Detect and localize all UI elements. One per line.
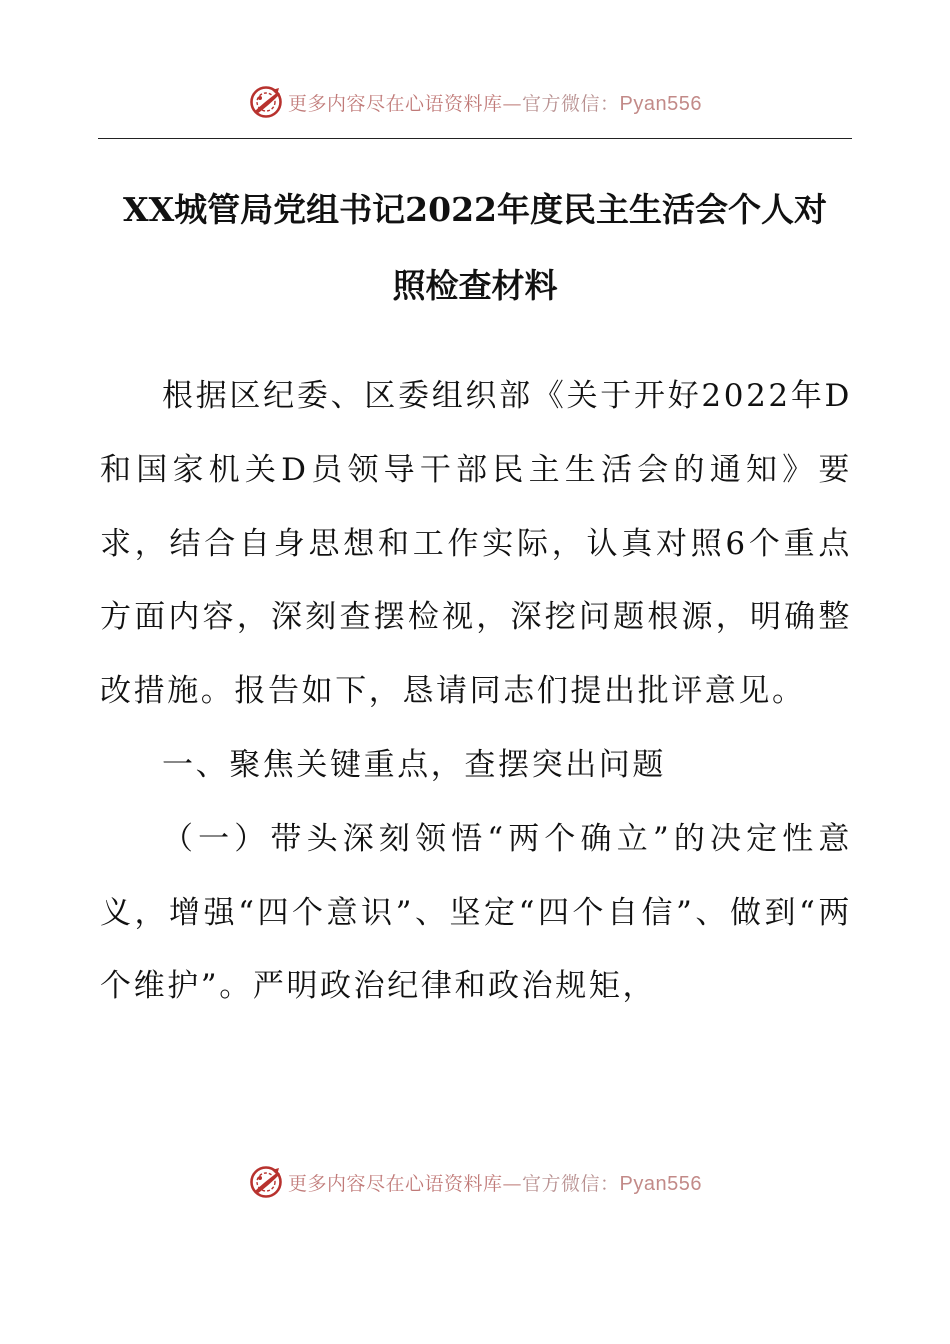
watermark-brand: 更多内容尽在心语资料库	[288, 1172, 503, 1195]
document-title	[100, 172, 850, 324]
header-divider	[98, 138, 852, 139]
watermark-dash: —	[502, 92, 523, 115]
watermark-wechat-id: Pyan556	[619, 1172, 702, 1195]
brand-logo-icon	[248, 1164, 284, 1200]
title-line-1: XX城管局党组书记2022年度民主生活会个人对	[122, 190, 828, 229]
subsection-paragraph-1: （一）带头深刻领悟“两个确立”的决定性意义，增强“四个意识”、坚定“四个自信”、做到“两个维护”。严明政治纪律和政治规矩，	[100, 820, 852, 1005]
title-line-2: 照检查材料	[392, 266, 558, 305]
watermark-wechat-label: 官方微信：	[522, 1172, 620, 1195]
watermark-wechat-label: 官方微信：	[522, 92, 620, 115]
section-heading-1: 一、聚焦关键重点，查摆突出问题	[162, 746, 666, 783]
intro-paragraph: 根据区纪委、区委组织部《关于开好2022年D和国家机关D员领导干部民主生活会的通知》要求，结合自身思想和工作实际，认真对照6个重点方面内容，深刻查摆检视，深挖问题根源，明确整改措施。报告如下，恳请同志们提出批评意见。	[100, 378, 852, 710]
watermark-footer	[0, 1160, 950, 1204]
watermark-dash: —	[502, 1172, 523, 1195]
watermark-header	[0, 80, 950, 124]
watermark-text	[288, 89, 702, 116]
watermark-brand: 更多内容尽在心语资料库	[288, 92, 503, 115]
watermark-text	[288, 1169, 702, 1196]
document-body	[100, 360, 852, 1024]
watermark-wechat-id: Pyan556	[619, 92, 702, 115]
brand-logo-icon	[248, 84, 284, 120]
